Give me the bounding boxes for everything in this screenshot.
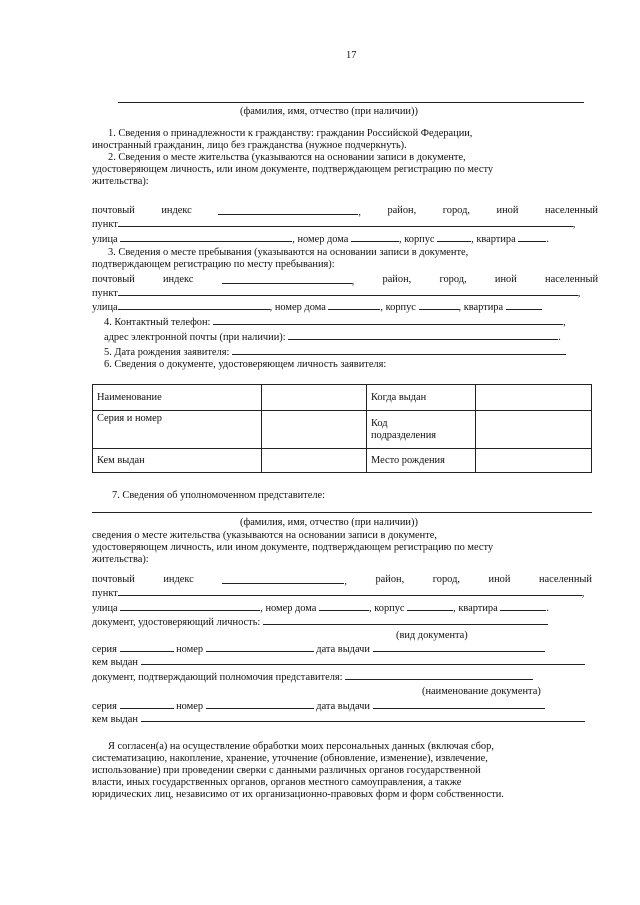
cell-series-label: Серия и номер	[93, 411, 262, 449]
fio-line[interactable]	[118, 102, 584, 103]
rep-street-row: улица , номер дома , корпус , квартира .	[92, 603, 549, 614]
birth-date-field[interactable]	[232, 345, 566, 355]
rep-issued-by-row: кем выдан	[92, 655, 585, 669]
residence-street-row: улица , номер дома , корпус , квартира .	[92, 234, 549, 245]
residence-point-row: пункт ,	[92, 219, 576, 230]
cell-name-value[interactable]	[262, 385, 367, 411]
rep-auth-series-row: серия номер дата выдачи	[92, 699, 545, 713]
rep-authority-field[interactable]	[345, 670, 533, 680]
rep-auth-issued-by-field[interactable]	[141, 712, 585, 722]
stay-point-field[interactable]	[118, 286, 578, 296]
residence-heading-3: жительства):	[92, 176, 149, 187]
rep-auth-issued-by-row: кем выдан	[92, 712, 585, 726]
residence-street-field[interactable]	[120, 232, 292, 242]
rep-number-field[interactable]	[206, 642, 314, 652]
residence-house-field[interactable]	[351, 232, 399, 242]
stay-postal-row: почтовый индекс , район, город, иной населенный	[92, 274, 598, 287]
rep-issue-date-field[interactable]	[373, 642, 545, 652]
email-field[interactable]	[288, 330, 558, 340]
rep-index-field[interactable]	[222, 574, 344, 584]
representative-fio-line[interactable]	[92, 512, 592, 513]
rep-series-row: серия номер дата выдачи	[92, 642, 545, 656]
fio-caption: (фамилия, имя, отчество (при наличии))	[240, 106, 418, 117]
cell-birthplace-label: Место рождения	[367, 449, 476, 473]
consent-line-1: Я согласен(а) на осуществление обработки моих персональных данных (включая сбор,	[108, 741, 494, 752]
rep-id-doc-field[interactable]	[263, 615, 548, 625]
residence-postal-row: почтовый индекс , район, город, иной населенный	[92, 205, 598, 218]
stay-point-row: пункт ,	[92, 288, 581, 299]
birth-date-row: 5. Дата рождения заявителя:	[104, 345, 566, 359]
rep-auth-issue-date-field[interactable]	[373, 699, 545, 709]
citizenship-line-2[interactable]: иностранный гражданин, лицо без гражданства (нужное подчеркнуть).	[92, 140, 407, 151]
rep-authority-row: документ, подтверждающий полномочия представителя:	[92, 670, 533, 684]
stay-street-row: улица , номер дома , корпус , квартира	[92, 300, 542, 314]
consent-line-5: юридических лиц, независимо от их организационно-правовых форм и форм собственности.	[92, 789, 504, 800]
rep-point-field[interactable]	[118, 586, 582, 596]
rep-residence-3: жительства):	[92, 554, 149, 565]
rep-residence-2: удостоверяющем личность, или ином документе, подтверждающем регистрацию по месту	[92, 542, 494, 553]
consent-line-4: власти, иных государственных органов, органов местного самоуправления, а также	[92, 777, 462, 788]
rep-auth-series-field[interactable]	[120, 699, 174, 709]
cell-issued-by-label: Кем выдан	[93, 449, 262, 473]
cell-series-value[interactable]	[262, 411, 367, 449]
consent-line-2: систематизацию, накопление, хранение, уточнение (обновление, изменение), извлечение,	[92, 753, 488, 764]
stay-street-field[interactable]	[118, 300, 270, 310]
cell-issued-by-value[interactable]	[262, 449, 367, 473]
doc-name-caption: (наименование документа)	[422, 686, 541, 697]
phone-row: 4. Контактный телефон: ,	[104, 317, 566, 328]
rep-point-row: пункт ,	[92, 588, 585, 599]
residence-heading-2: удостоверяющем личность, или ином документе, подтверждающем регистрацию по месту	[92, 164, 494, 175]
stay-house-field[interactable]	[328, 300, 380, 310]
stay-index-field[interactable]	[222, 274, 352, 284]
residence-index-field[interactable]	[218, 205, 358, 215]
residence-heading-1: 2. Сведения о месте жительства (указываются на основании записи в документе,	[108, 152, 466, 163]
stay-flat-field[interactable]	[506, 300, 542, 310]
rep-flat-field[interactable]	[500, 601, 546, 611]
rep-residence-1: сведения о месте жительства (указываются на основании записи в документе,	[92, 530, 437, 541]
stay-building-field[interactable]	[419, 300, 459, 310]
residence-building-field[interactable]	[437, 232, 471, 242]
rep-auth-number-field[interactable]	[206, 699, 314, 709]
rep-street-field[interactable]	[120, 601, 260, 611]
consent-line-3: использование) при проведении сверки с данными различных органов государственной	[92, 765, 481, 776]
cell-when-issued-value[interactable]	[476, 385, 592, 411]
id-doc-heading: 6. Сведения о документе, удостоверяющем личность заявителя:	[104, 359, 387, 370]
rep-postal-row: почтовый индекс , район, город, иной населенный	[92, 574, 592, 587]
representative-fio-caption: (фамилия, имя, отчество (при наличии))	[240, 517, 418, 528]
cell-birthplace-value[interactable]	[476, 449, 592, 473]
stay-heading-1: 3. Сведения о месте пребывания (указываются на основании записи в документе,	[108, 247, 469, 258]
rep-building-field[interactable]	[407, 601, 453, 611]
rep-house-field[interactable]	[319, 601, 369, 611]
cell-name-label: Наименование	[93, 385, 262, 411]
phone-field[interactable]	[213, 315, 563, 325]
doc-type-caption: (вид документа)	[396, 630, 468, 641]
cell-division-label: Код подразделения	[367, 411, 476, 449]
email-row: адрес электронной почты (при наличии): .	[104, 332, 561, 343]
cell-division-value[interactable]	[476, 411, 592, 449]
rep-issued-by-field[interactable]	[141, 655, 585, 665]
cell-when-issued-label: Когда выдан	[367, 385, 476, 411]
residence-flat-field[interactable]	[518, 232, 546, 242]
citizenship-line-1: 1. Сведения о принадлежности к гражданству: гражданин Российской Федерации,	[108, 128, 473, 139]
rep-series-field[interactable]	[120, 642, 174, 652]
id-document-table	[92, 384, 592, 473]
representative-heading: 7. Сведения об уполномоченном представителе:	[112, 490, 326, 501]
residence-point-field[interactable]	[118, 217, 573, 227]
rep-id-doc-row: документ, удостоверяющий личность:	[92, 615, 548, 629]
stay-heading-2: подтверждающем регистрацию по месту пребывания):	[92, 259, 335, 270]
page-number: 17	[346, 50, 357, 61]
